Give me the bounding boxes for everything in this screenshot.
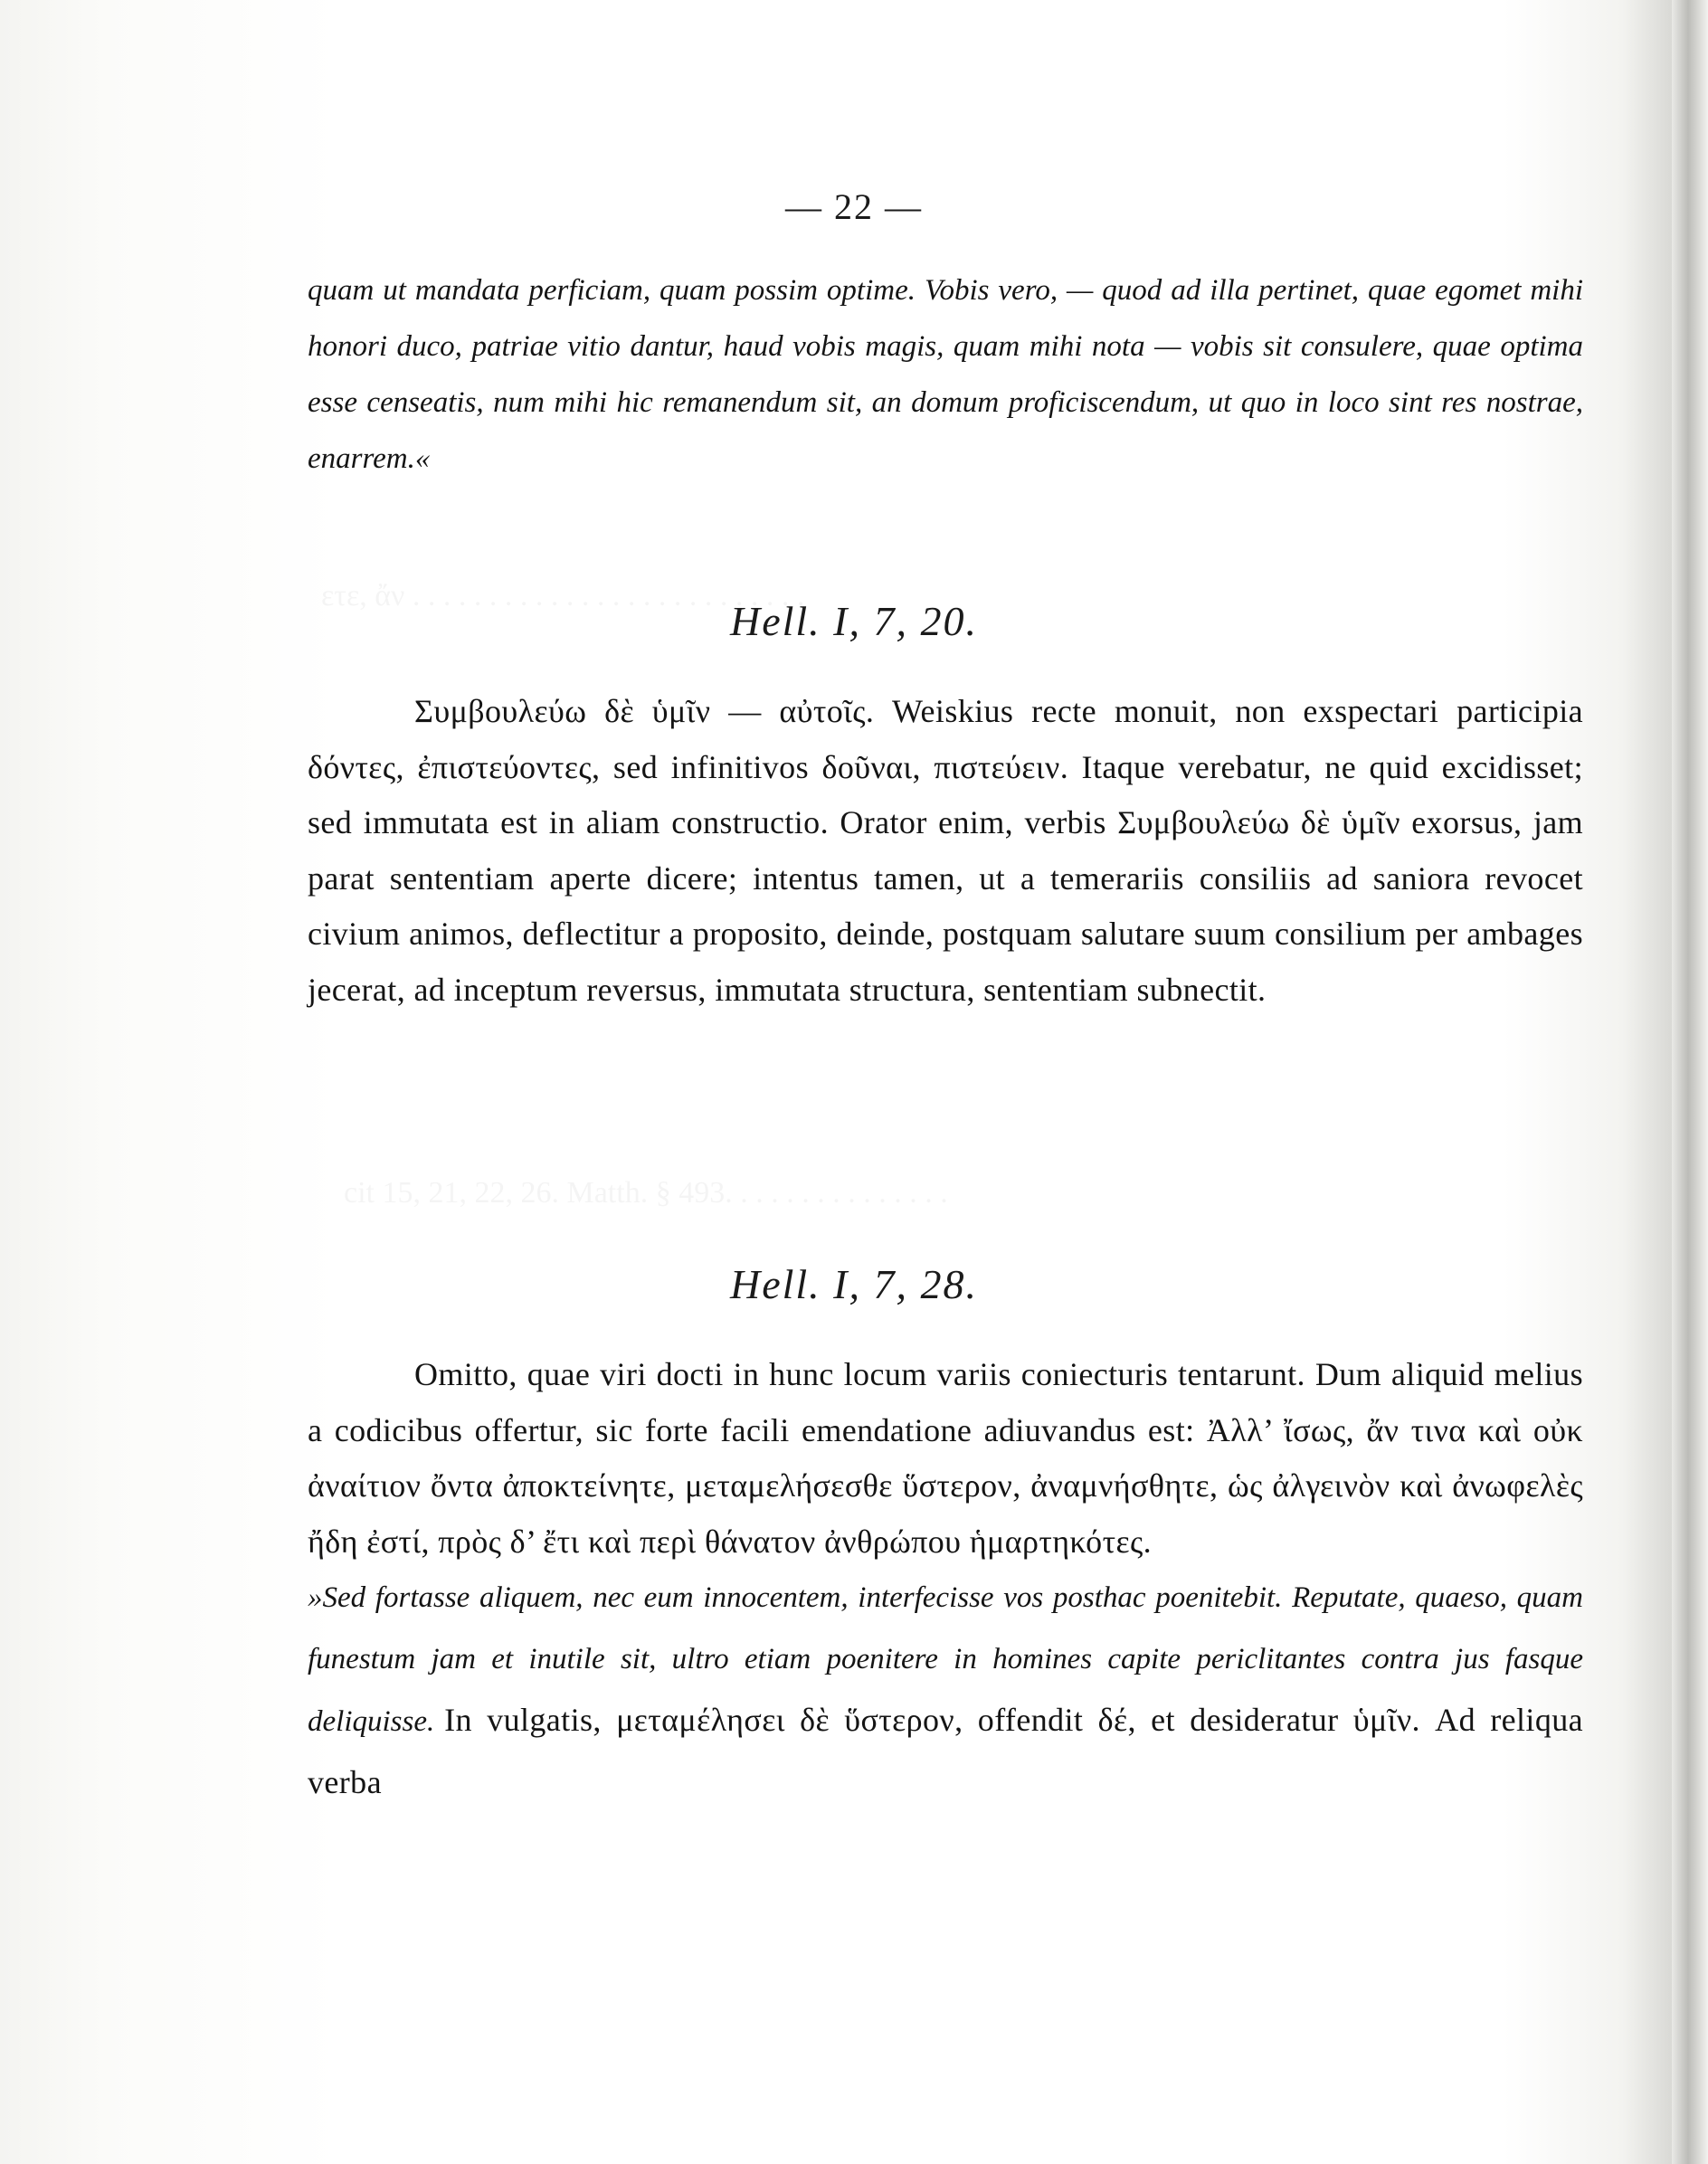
book-spine-shadow [1672,0,1708,2164]
paragraph-continuation: In vulgatis, μεταμέλησει δὲ ὕστερον, offendit δέ, et desideratur ὑμῖν. Ad reliqua verba [308,1702,1584,1800]
latin-translation: »Sed fortasse aliquem, nec eum innocentem, interfecisse vos posthac poenitebit. Reputate, quaeso, quam funestum jam et inutile sit, ultro etiam poenitere in homines capite periclitantes contra jus fasque deliquisse. [308,1581,1583,1738]
commentary-paragraph-1: Συμβουλεύω δὲ ὑμῖν — αὐτοῖς. Weiskius recte monuit, non exspectari participia δόντες, ἐπιστεύοντες, sed infinitivos δοῦναι, πιστεύειν. Itaque verebatur, ne quid excidisset; sed immutata est in aliam constructio. Orator enim, verbis Συμβουλεύω δὲ ὑμῖν exorsus, jam parat sententiam aperte dicere; intentus tamen, ut a temerariis consiliis ad saniora revocet civium animos, deflectitur a proposito, deinde, postquam salutare suum consilium per ambages jecerat, ad inceptum reversus, immutata structura, sententiam subnectit. [308,693,1583,1008]
section-heading-hell-1-7-28: Hell. I, 7, 28. [729,1261,978,1307]
section-heading-hell-1-7-20: Hell. I, 7, 20. [729,598,978,644]
continued-latin-paragraph: quam ut mandata perficiam, quam possim optime. Vobis vero, — quod ad illa pertinet, quae egomet mihi honori duco, patriae vitio dantur, haud vobis magis, quam mihi nota — vobis sit consulere, quae optima esse censeatis, num mihi hic remanendum sit, an domum proficiscendum, ut quo in loco sint res nostrae, enarrem.« [308,274,1583,475]
commentary-paragraph-2 [308,1347,1583,1818]
paragraph-greek-emendation: Omitto, quae viri docti in hunc locum variis coniecturis tentarunt. Dum aliquid melius a codicibus offertur, sic forte facili emendatione adiuvandus est: Ἀλλ’ ἴσως, ἄν τινα καὶ οὐκ ἀναίτιον ὄντα ἀποκτείνητε, μεταμελήσεσθε ὕστερον, ἀναμνήσθητε, ὡς ἀλγεινὸν καὶ ἀνωφελὲς ἤδη ἐστί, πρὸς δ’ ἔτι καὶ περὶ θάνατον ἀνθρώπου ἡμαρτηκότες. [308,1356,1583,1560]
translation-and-continuation [308,1570,1583,1818]
bleed-through-text [344,1176,948,1210]
page-number: — 22 — [785,186,923,227]
